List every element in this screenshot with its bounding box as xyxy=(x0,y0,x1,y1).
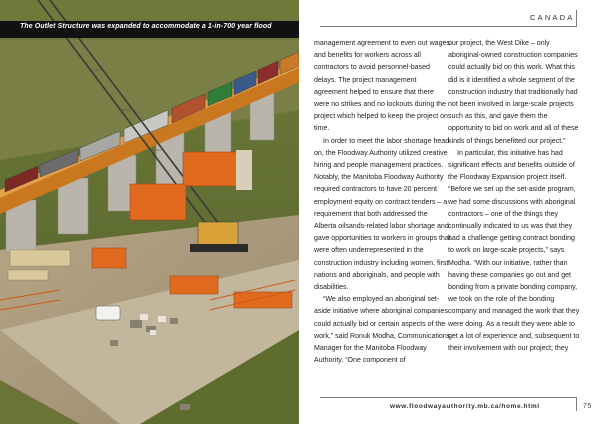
paragraph: “We also employed an aboriginal set-aside initiative where aboriginal companies could actually bid or certain aspects of the work,” said Ronuk Modha, Communications Manager for the Manitoba Floodway Authority. “One component of xyxy=(314,296,451,365)
paragraph: In order to meet the labor shortage head on, the Floodway Authority utilized creative hiring and people management practices. Notably, the Manitoba Floodway Authority required contractors to have 20 percent employment equity on contract tenders – a requirement that both addressed the Alberta oilsands-related labor shortage and gave opportunities to workers in groups that were often underrepresented in the construction industry including women, first nations and aboriginals, and people with disabilities. xyxy=(314,137,451,292)
paragraph: our project, the West Dike – only aboriginal-owned construction companies could actually bid on this work. What this did is it identified a whole segment of the construction industry that traditionally had not been involved in large-scale projects such as this, and gave them the opportunity to bid on work and all of these kinds of things benefitted our project.” xyxy=(448,40,579,145)
construction-photo xyxy=(0,0,299,424)
article-column-1 xyxy=(314,38,451,367)
photo-caption: The Outlet Structure was expanded to accommodate a 1-in-700 year flood xyxy=(20,23,272,30)
header-tick xyxy=(576,10,577,27)
header-rule xyxy=(320,26,576,27)
footer-tick xyxy=(576,397,577,411)
paragraph: management agreement to even out wages and benefits for workers across all contractors to avoid personnel-based delays. The project management agreement helped to ensure that there were no strikes and no lockouts during the project which helped to keep the project on time. xyxy=(314,40,450,133)
section-label: CANADA xyxy=(530,13,575,22)
paragraph: In particular, this initiative has had significant effects and benefits outside of the Floodway Expansion project itself. “Before we set up the set-aside program, we had some discussions with aboriginal contractors – one of the things they continually indicated to us was that they had a challenge getting contract bonding to work on large-scale projects,” says Modha. “With our initiative, rather than having these companies go out and get bonding from a private bonding company, we took on the role of the bonding company and managed the work that they were doing. As a result they were able to get a lot of experience and, subsequent to their involvement with our project; they xyxy=(448,149,580,353)
photo-caption-bar xyxy=(0,21,299,38)
footer-rule xyxy=(320,397,576,398)
article-column-2 xyxy=(448,38,580,355)
article-page xyxy=(300,0,600,424)
footer-url-link[interactable]: www.floodwayauthority.mb.ca/home.html xyxy=(390,403,540,410)
outlet-structure-illustration xyxy=(0,0,299,424)
page-number: 75 xyxy=(583,403,592,410)
